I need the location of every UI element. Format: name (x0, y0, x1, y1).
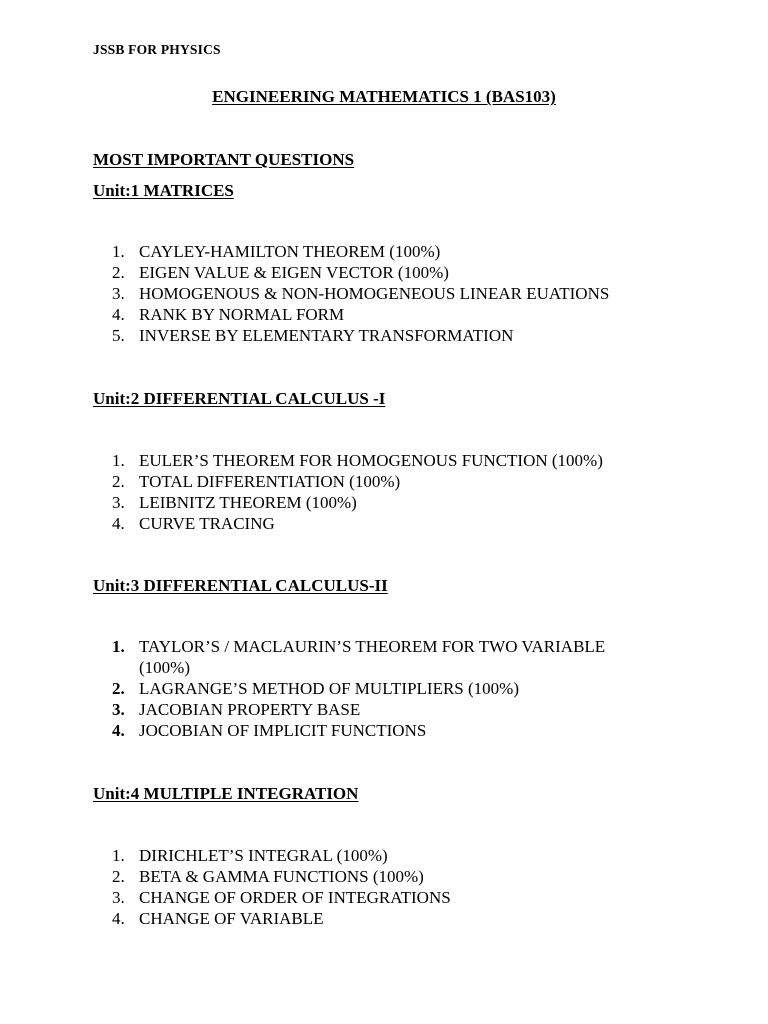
list-item-number: 2. (112, 263, 125, 282)
list-item-text: HOMOGENOUS & NON-HOMOGENEOUS LINEAR EUATIONS (139, 284, 610, 303)
list-item-number: 3. (112, 284, 125, 303)
list-item (112, 492, 672, 513)
list-item-text: JOCOBIAN OF IMPLICIT FUNCTIONS (139, 721, 427, 740)
list-item-text: CHANGE OF VARIABLE (139, 909, 324, 928)
list-item-text: EIGEN VALUE & EIGEN VECTOR (100%) (139, 263, 449, 282)
list-item-text: RANK BY NORMAL FORM (139, 305, 345, 324)
list-item (112, 636, 672, 678)
list-item-text: BETA & GAMMA FUNCTIONS (100%) (139, 867, 424, 886)
list-item-text: CURVE TRACING (139, 514, 275, 533)
list-item (112, 450, 672, 471)
unit-2-heading: Unit:2 DIFFERENTIAL CALCULUS -I (93, 389, 386, 408)
list-item (112, 325, 672, 346)
list-item-number: 4. (112, 909, 125, 928)
list-item (112, 678, 672, 699)
list-item-number: 4. (112, 514, 125, 533)
list-item (112, 720, 672, 741)
list-item-number: 4. (112, 305, 125, 324)
list-item-text: EULER’S THEOREM FOR HOMOGENOUS FUNCTION (100%) (139, 451, 603, 470)
unit-3-heading: Unit:3 DIFFERENTIAL CALCULUS-II (93, 576, 388, 595)
list-item (112, 513, 672, 534)
list-item-number: 2. (112, 867, 125, 886)
list-item-text: INVERSE BY ELEMENTARY TRANSFORMATION (139, 326, 514, 345)
list-item (112, 241, 672, 262)
list-item (112, 887, 672, 908)
list-item (112, 845, 672, 866)
unit-3-question-list (112, 636, 672, 741)
header-label: JSSB FOR PHYSICS (93, 42, 221, 57)
list-item-number: 4. (112, 721, 125, 740)
list-item-number: 3. (112, 493, 125, 512)
list-item (112, 699, 672, 720)
list-item-text: JACOBIAN PROPERTY BASE (139, 700, 361, 719)
list-item-number: 3. (112, 888, 125, 907)
unit-2-question-list (112, 450, 672, 534)
list-item (112, 304, 672, 325)
list-item (112, 908, 672, 929)
list-item-number: 1. (112, 846, 125, 865)
intro-heading: MOST IMPORTANT QUESTIONS (93, 150, 355, 169)
list-item (112, 283, 672, 304)
unit-1-heading: Unit:1 MATRICES (93, 181, 234, 200)
list-item-number: 5. (112, 326, 125, 345)
list-item-number: 1. (112, 242, 125, 261)
list-item-number: 2. (112, 472, 125, 491)
list-item-number: 1. (112, 637, 125, 656)
unit-4-question-list (112, 845, 672, 929)
list-item-text: LEIBNITZ THEOREM (100%) (139, 493, 357, 512)
list-item-text: CHANGE OF ORDER OF INTEGRATIONS (139, 888, 451, 907)
list-item-number: 3. (112, 700, 125, 719)
list-item-number: 1. (112, 451, 125, 470)
document-title: ENGINEERING MATHEMATICS 1 (BAS103) (212, 87, 556, 106)
unit-1-question-list (112, 241, 672, 346)
list-item-text: TAYLOR’S / MACLAURIN’S THEOREM FOR TWO VARIABLE (100%) (139, 637, 606, 677)
list-item-text: CAYLEY-HAMILTON THEOREM (100%) (139, 242, 441, 261)
list-item (112, 866, 672, 887)
list-item (112, 471, 672, 492)
list-item-text: TOTAL DIFFERENTIATION (100%) (139, 472, 401, 491)
list-item (112, 262, 672, 283)
list-item-text: DIRICHLET’S INTEGRAL (100%) (139, 846, 388, 865)
list-item-number: 2. (112, 679, 125, 698)
list-item-text: LAGRANGE’S METHOD OF MULTIPLIERS (100%) (139, 679, 519, 698)
unit-4-heading: Unit:4 MULTIPLE INTEGRATION (93, 784, 359, 803)
